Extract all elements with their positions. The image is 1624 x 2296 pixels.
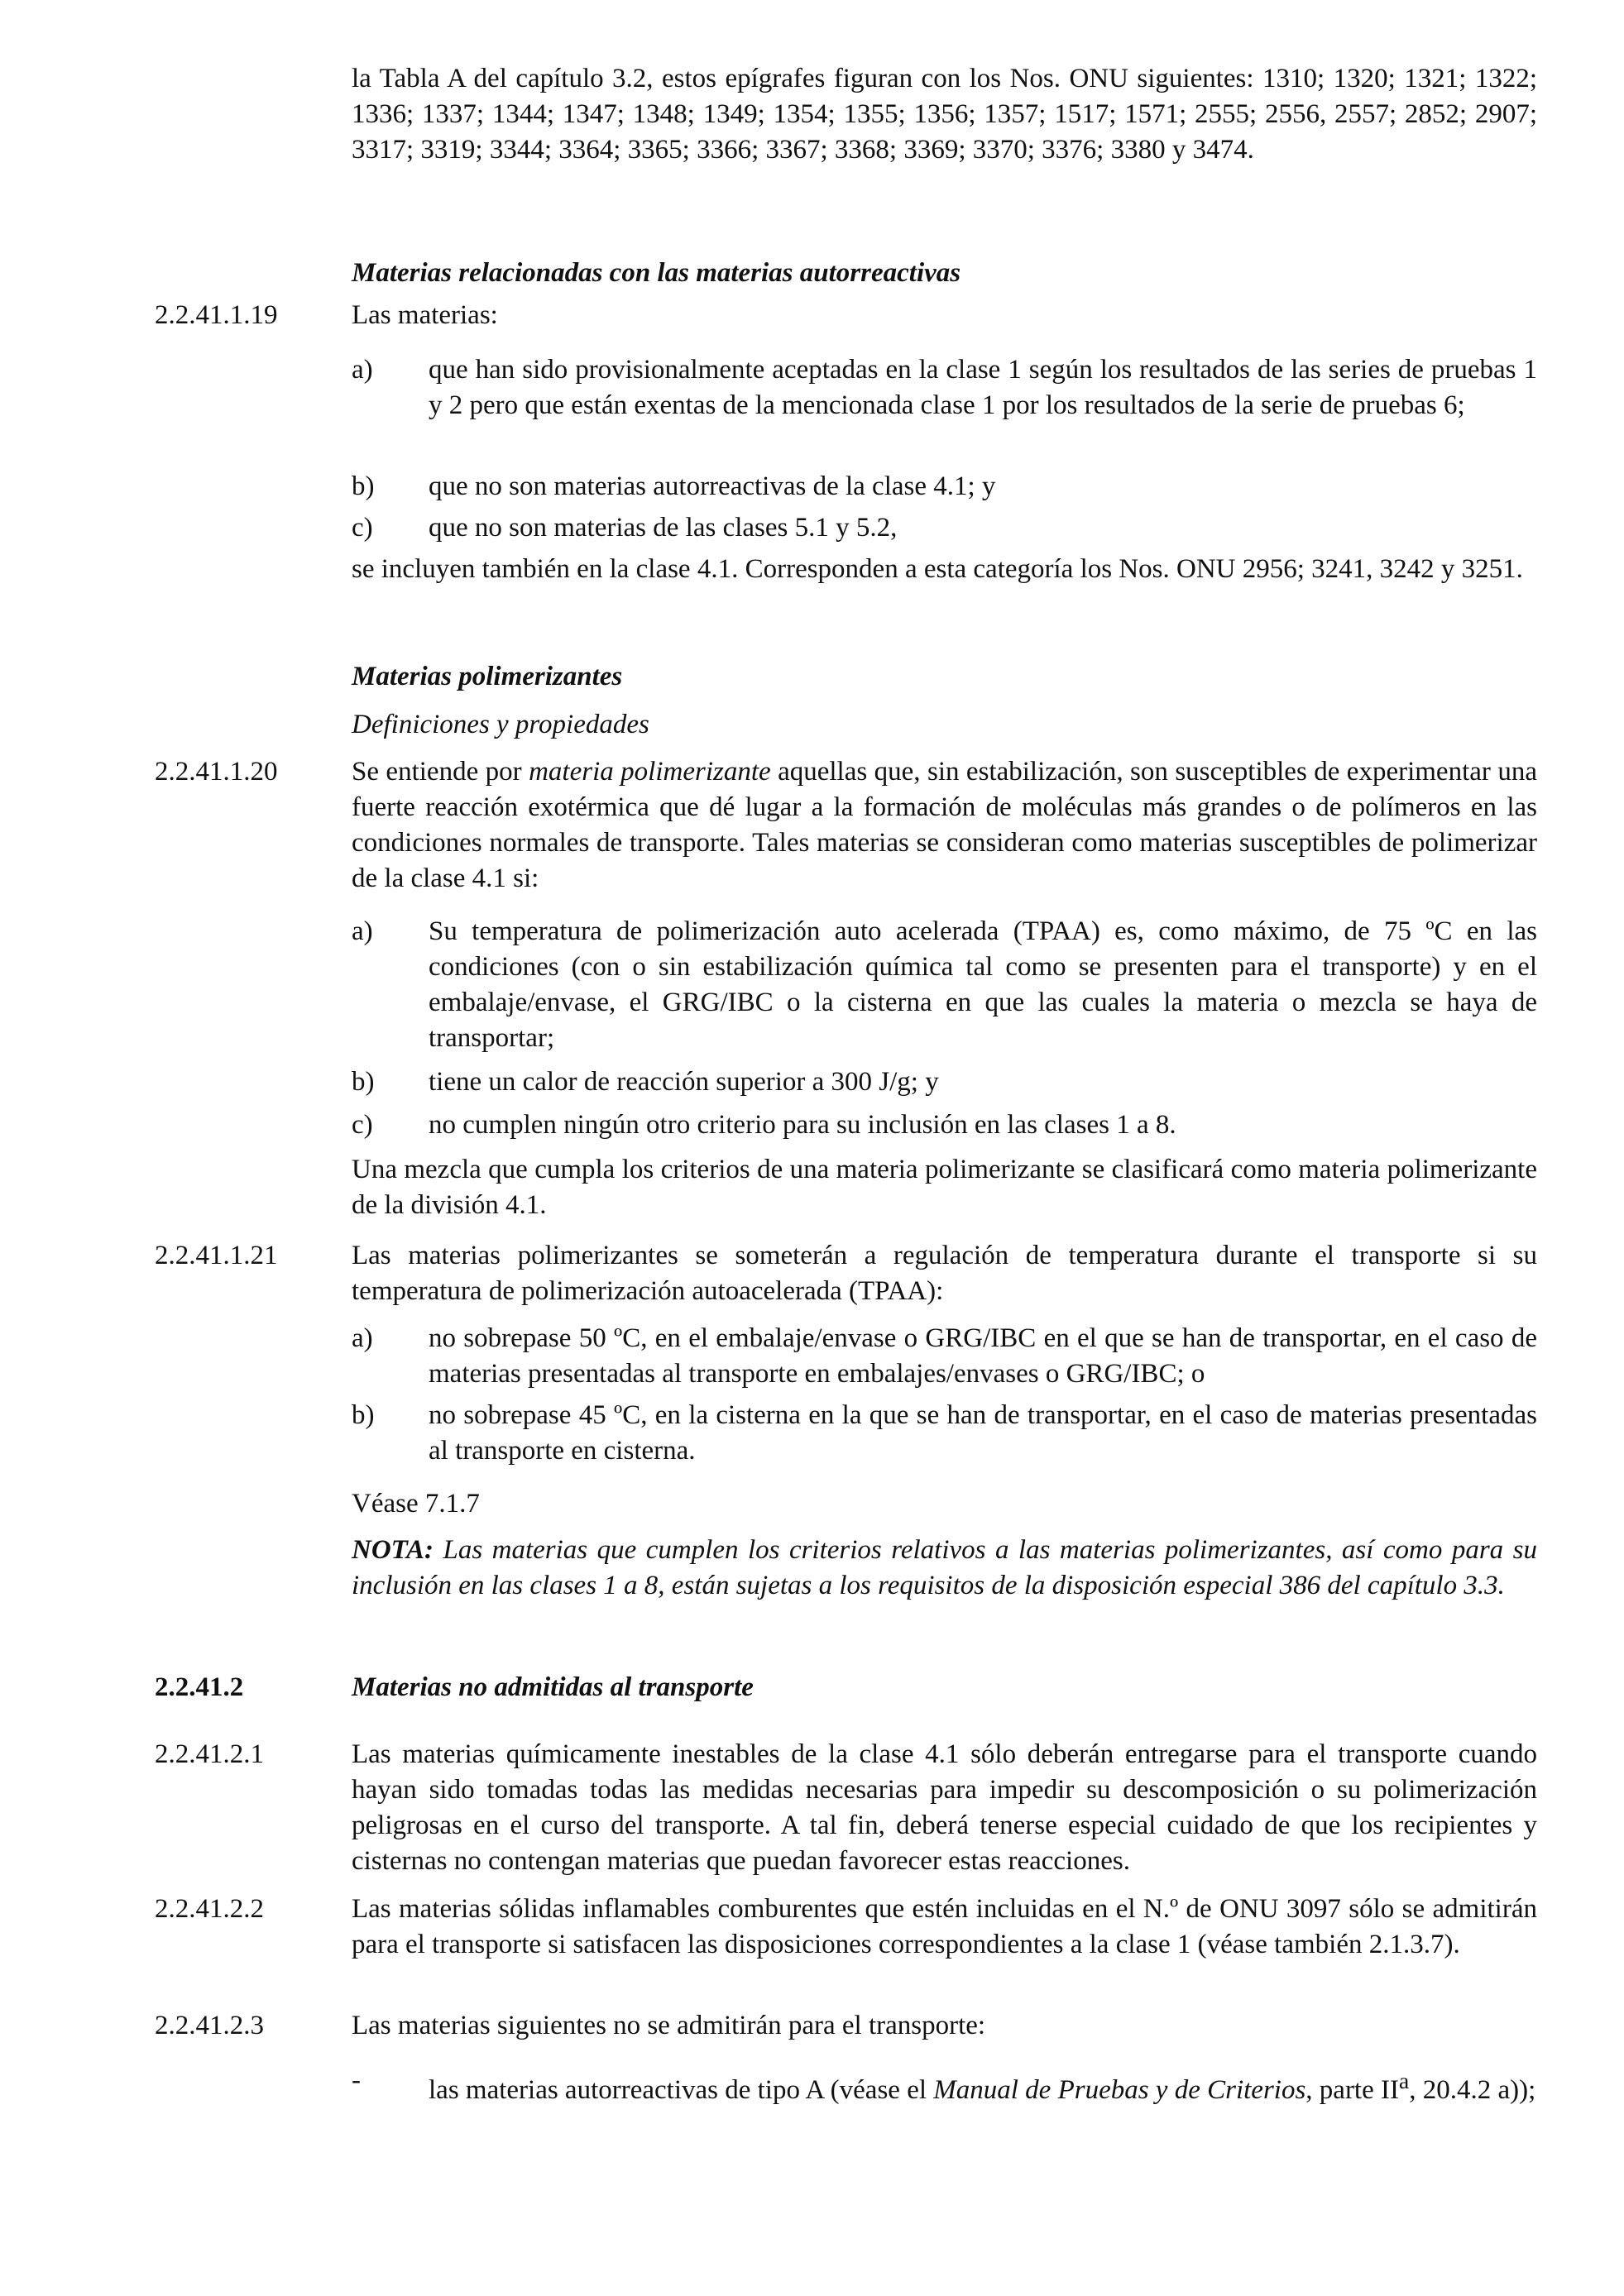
list-marker: c) bbox=[352, 1110, 373, 1140]
note-label: NOTA: bbox=[352, 1535, 434, 1565]
list-item bbox=[352, 2063, 1537, 2108]
text-run: las materias autorreactivas de tipo A (véase el bbox=[429, 2075, 934, 2105]
heading-polymerizing-materials: Materias polimerizantes bbox=[352, 662, 623, 691]
list-item-text: no cumplen ningún otro criterio para su inclusión en las clases 1 a 8. bbox=[429, 1110, 1176, 1140]
list-item bbox=[352, 1398, 1537, 1469]
list-marker: b) bbox=[352, 1067, 375, 1097]
paragraph-body: Las materias sólidas inflamables comburentes que estén incluidas en el N.º de ONU 3097 sólo se admitirán para el transporte si satisfacen las disposiciones correspondientes a la clase 1 (véase también 2.1.3.7). bbox=[352, 1894, 1537, 1959]
paragraph-number: 2.2.41.1.20 bbox=[155, 757, 278, 787]
section-title: Materias no admitidas al transporte bbox=[352, 1672, 754, 1702]
list-marker: a) bbox=[352, 1323, 373, 1353]
list-item bbox=[352, 1064, 1537, 1100]
list-item-text: tiene un calor de reacción superior a 300 J/g; y bbox=[429, 1067, 939, 1097]
paragraph-definition bbox=[352, 754, 1537, 897]
list-marker: b) bbox=[352, 471, 375, 501]
text-run: Se entiende por bbox=[352, 757, 529, 787]
text-run: , parte II bbox=[1305, 2075, 1399, 2105]
heading-related-materials: Materias relacionadas con las materias autorreactivas bbox=[352, 258, 961, 288]
text-run: aquellas que, sin estabilización, son susceptibles de experimentar una fuerte reacción exotérmica que dé lugar a la formación de moléculas más grandes o de polímeros en las condiciones normales de transporte. Tales materias se consideran como materias susceptibles de polimerizar de la clase 4.1 si: bbox=[352, 757, 1537, 893]
paragraph-number: 2.2.41.1.19 bbox=[155, 300, 278, 330]
list-item bbox=[352, 1107, 1537, 1143]
superscript: a bbox=[1398, 2068, 1410, 2093]
list-marker: c) bbox=[352, 513, 373, 543]
text-run: , 20.4.2 a)); bbox=[1409, 2075, 1536, 2105]
note-text: Las materias que cumplen los criterios relativos a las materias polimerizantes, así como para su inclusión en las clases 1 a 8, están sujetas a los requisitos de la disposición especial 386 del capítulo 3.3. bbox=[352, 1535, 1537, 1600]
paragraph-lead: Las materias siguientes no se admitirán para el transporte: bbox=[352, 2011, 986, 2040]
defined-term: materia polimerizante bbox=[529, 757, 771, 787]
list-item-text: que no son materias de las clases 5.1 y 5.2, bbox=[429, 513, 898, 543]
paragraph-lead: Las materias polimerizantes se someterán a regulación de temperatura durante el transporte si su temperatura de polimerización autoacelerada (TPAA): bbox=[352, 1241, 1537, 1306]
list-item bbox=[352, 914, 1537, 1056]
paragraph-closing: Una mezcla que cumpla los criterios de una materia polimerizante se clasificará como materia polimerizante de la división 4.1. bbox=[352, 1155, 1537, 1220]
paragraph-number: 2.2.41.1.21 bbox=[155, 1241, 278, 1270]
paragraph-lead: Las materias: bbox=[352, 300, 498, 330]
paragraph-number: 2.2.41.2.2 bbox=[155, 1894, 264, 1924]
paragraph-number: 2.2.41.2.3 bbox=[155, 2011, 264, 2040]
list-item-text: no sobrepase 45 ºC, en la cisterna en la que se han de transportar, en el caso de materias presentadas al transporte en cisterna. bbox=[429, 1400, 1537, 1466]
list-item bbox=[352, 1321, 1537, 1392]
list-marker: a) bbox=[352, 916, 373, 946]
manual-title: Manual de Pruebas y de Criterios bbox=[933, 2075, 1306, 2105]
paragraph-body: Las materias químicamente inestables de la clase 4.1 sólo deberán entregarse para el transporte cuando hayan sido tomadas todas las medidas necesarias para impedir su descomposición o su polimerización peligrosas en el curso del transporte. A tal fin, deberá tenerse especial cuidado de que los recipientes y cisternas no contengan materias que puedan favorecer estas reacciones. bbox=[352, 1739, 1537, 1876]
list-item bbox=[352, 352, 1537, 423]
list-marker: - bbox=[352, 2065, 361, 2095]
intro-paragraph: la Tabla A del capítulo 3.2, estos epígrafes figuran con los Nos. ONU siguientes: 1310; 1320; 1321; 1322; 1336; 1337; 1344; 1347; 1348; 1349; 1354; 1355; 1356; 1357; 1517; 1571; 2555; 2556, 2557; 2852; 2907; 3317; 3319; 3344; 3364; 3365; 3366; 3367; 3368; 3369; 3370; 3376; 3380 y 3474. bbox=[352, 64, 1537, 165]
list-item bbox=[352, 469, 1537, 505]
subheading-definitions: Definiciones y propiedades bbox=[352, 710, 649, 739]
paragraph-closing: se incluyen también en la clase 4.1. Corresponden a esta categoría los Nos. ONU 2956; 3241, 3242 y 3251. bbox=[352, 554, 1523, 584]
list-item-text: no sobrepase 50 ºC, en el embalaje/envase o GRG/IBC en el que se han de transportar, en el caso de materias presentadas al transporte en embalajes/envases o GRG/IBC; o bbox=[429, 1323, 1537, 1389]
see-reference: Véase 7.1.7 bbox=[352, 1489, 480, 1519]
list-item-text: que han sido provisionalmente aceptadas en la clase 1 según los resultados de las series de pruebas 1 y 2 pero que están exentas de la mencionada clase 1 por los resultados de la serie de pruebas 6; bbox=[429, 355, 1537, 420]
paragraph-number: 2.2.41.2.1 bbox=[155, 1739, 264, 1769]
list-item-text bbox=[429, 2063, 1537, 2108]
note bbox=[352, 1533, 1537, 1604]
list-item-text: que no son materias autorreactivas de la clase 4.1; y bbox=[429, 471, 996, 501]
list-item bbox=[352, 510, 1537, 546]
list-marker: a) bbox=[352, 355, 373, 385]
list-item-text: Su temperatura de polimerización auto acelerada (TPAA) es, como máximo, de 75 ºC en las condiciones (con o sin estabilización química tal como se presenten para el transporte) y en el embalaje/envase, el GRG/IBC o la cisterna en que las cuales la materia o mezcla se haya de transportar; bbox=[429, 916, 1537, 1053]
section-number: 2.2.41.2 bbox=[155, 1672, 244, 1702]
list-marker: b) bbox=[352, 1400, 375, 1430]
